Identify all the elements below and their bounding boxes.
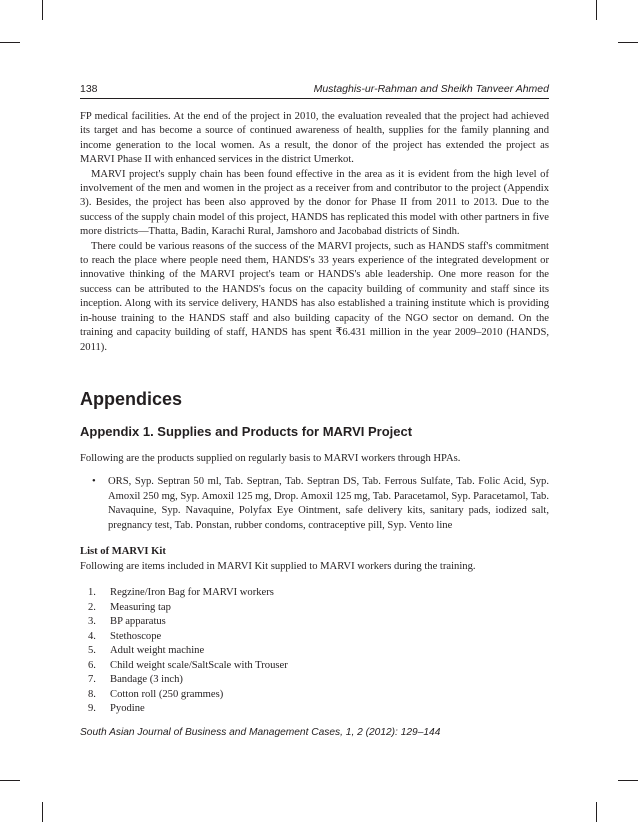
list-item: 9. Pyodine xyxy=(88,703,145,714)
kit-list-intro: Following are items included in MARVI Kit supplied to MARVI workers during the training. xyxy=(80,561,476,572)
kit-items-list xyxy=(88,586,288,717)
appendix-1-intro: Following are the products supplied on regularly basis to MARVI workers through HPAs. xyxy=(80,453,461,464)
appendices-heading: Appendices xyxy=(80,389,183,409)
crop-mark xyxy=(596,802,597,822)
crop-mark xyxy=(0,780,20,781)
list-item: 4. Stethoscope xyxy=(88,630,162,642)
list-item: 2. Measuring tap xyxy=(88,601,171,613)
crop-mark xyxy=(596,0,597,20)
bullet-marker: • xyxy=(92,476,96,487)
list-item: 6. Child weight scale/SaltScale with Trouser xyxy=(88,659,288,671)
running-header xyxy=(80,82,549,99)
running-head-authors: Mustaghis-ur-Rahman and Sheikh Tanveer Ahmed xyxy=(313,83,549,95)
crop-mark xyxy=(618,42,638,43)
crop-mark xyxy=(618,780,638,781)
list-item: 8. Cotton roll (250 grammes) xyxy=(88,688,224,700)
paragraph: FP medical facilities. At the end of the project in 2010, the evaluation revealed that the project had achieved its target and has become a source of continued awareness of health, supplies for the family planning and income generation to the local women. As a result, the donor of the project has extended the project as MARVI Phase II with enhanced services in the district Umerkot. xyxy=(80,111,549,166)
list-item: 3. BP apparatus xyxy=(88,616,166,627)
body-text xyxy=(80,110,549,355)
kit-list-title: List of MARVI Kit xyxy=(80,546,166,557)
list-item: 1. Regzine/Iron Bag for MARVI workers xyxy=(88,587,274,598)
crop-mark xyxy=(42,0,43,20)
products-list-text: ORS, Syp. Septran 50 ml, Tab. Septran, Tab. Septran DS, Tab. Ferrous Sulfate, Tab. Folic Acid, Syp. Amoxil 250 mg, Syp. Amoxil 125 mg, Drop. Amoxil 125 mg, Tab. Paracetamol, Syp. Paracetamol, Tab. Navaquine, Syp. Navaquine, Polyfax Eye Ointment, safe delivery kits, sanitary pads, iodized salt, pregnancy test, Tab. Ponstan, rubber condoms, contraceptive pill, Syp. Vento line xyxy=(108,476,549,531)
journal-footer: South Asian Journal of Business and Management Cases, 1, 2 (2012): 129–144 xyxy=(80,727,441,738)
crop-mark xyxy=(42,802,43,822)
appendix-1-heading: Appendix 1. Supplies and Products for MARVI Project xyxy=(80,424,413,439)
paragraph: MARVI project's supply chain has been found effective in the area as it is evident from the high level of involvement of the men and women in the project as a receiver from and contributor to the project (Appendix 3). Besides, the project has been also approved by the donor for Phase II from 2011 to 2013. Due to the success of the supply chain model of this project, HANDS has replicated this model with other partners in five more districts—Thatta, Badin, Karachi Rural, Jamshoro and Jacobabad districts of Sindh. xyxy=(80,168,549,238)
list-item: 5. Adult weight machine xyxy=(88,645,205,656)
list-item: 7. Bandage (3 inch) xyxy=(88,674,183,685)
products-bullet xyxy=(92,475,549,533)
paragraph: There could be various reasons of the success of the MARVI projects, such as HANDS staff's commitment to reach the place where people need them, HANDS's 33 years experience of the integrated development or innovative thinking of the MARVI project's team or HANDS's able leadership. One more reason for the success can be attributed to the HANDS's focus on the capacity building of community and staff since its inception. Along with its service delivery, HANDS has also established a training institute which is providing in-house training to the HANDS staff and also building capacity of the NGO sector on demand. On the training and capacity building of staff, HANDS has spent ₹6.431 million in the year 2009–2010 (HANDS, 2011). xyxy=(80,240,549,353)
crop-mark xyxy=(0,42,20,43)
page-number: 138 xyxy=(80,83,98,95)
